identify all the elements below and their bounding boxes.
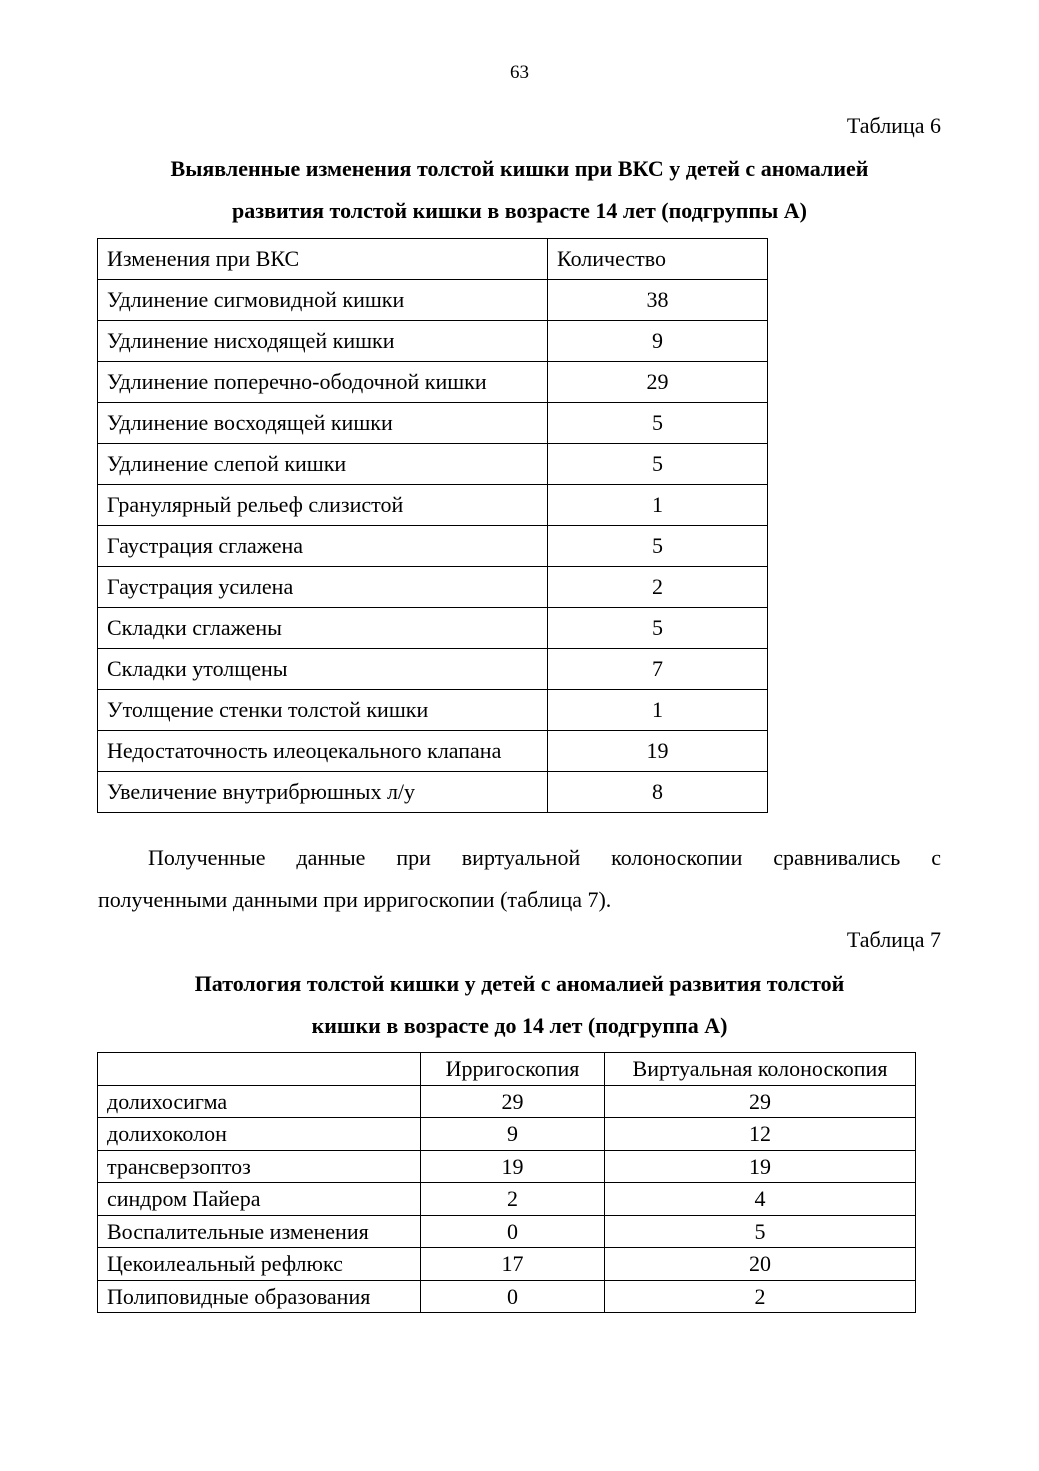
table-7-header-virtual-colonoscopy: Виртуальная колоноскопия [605, 1053, 916, 1086]
table-cell-value: 5 [548, 608, 768, 649]
table-cell-value: 8 [548, 772, 768, 813]
table-cell-value: 0 [421, 1215, 605, 1248]
table-cell-value: 1 [548, 485, 768, 526]
table-row [98, 1248, 916, 1281]
table-cell-value: 38 [548, 280, 768, 321]
table-row [98, 731, 768, 772]
table-cell-value: 20 [605, 1248, 916, 1281]
table-cell-label: Удлинение сигмовидной кишки [98, 280, 548, 321]
table-7-header-empty [98, 1053, 421, 1086]
table-row [98, 690, 768, 731]
table-cell-value: 0 [421, 1280, 605, 1313]
table-cell-label: Гаустрация сглажена [98, 526, 548, 567]
table-6-header-row [98, 239, 768, 280]
table-6-title-line-1: Выявленные изменения толстой кишки при ВКС у детей с аномалией [170, 156, 869, 181]
table-row [98, 1085, 916, 1118]
table-row [98, 321, 768, 362]
table-6-header-changes: Изменения при ВКС [98, 239, 548, 280]
table-cell-label: Удлинение восходящей кишки [98, 403, 548, 444]
table-7-caption: Таблица 7 [846, 927, 941, 952]
table-cell-label: долихоколон [98, 1118, 421, 1151]
table-row [98, 280, 768, 321]
table-cell-label: Цекоилеальный рефлюкс [98, 1248, 421, 1281]
table-cell-value: 19 [421, 1150, 605, 1183]
table-6-title-line-2: развития толстой кишки в возрасте 14 лет (подгруппы А) [232, 198, 807, 223]
table-cell-label: Полиповидные образования [98, 1280, 421, 1313]
table-7-title [98, 963, 941, 1047]
table-cell-label: трансверзоптоз [98, 1150, 421, 1183]
table-cell-label: Складки сглажены [98, 608, 548, 649]
table-6-header-count: Количество [548, 239, 768, 280]
table-cell-label: Удлинение поперечно-ободочной кишки [98, 362, 548, 403]
page-number: 63 [510, 62, 529, 83]
table-row [98, 608, 768, 649]
table-row [98, 1215, 916, 1248]
table-6 [97, 238, 768, 813]
table-row [98, 567, 768, 608]
table-cell-value: 1 [548, 690, 768, 731]
table-row [98, 1183, 916, 1216]
table-row [98, 1150, 916, 1183]
table-cell-label: долихосигма [98, 1085, 421, 1118]
table-cell-value: 9 [548, 321, 768, 362]
table-cell-value: 19 [548, 731, 768, 772]
table-cell-label: Удлинение нисходящей кишки [98, 321, 548, 362]
table-cell-value: 17 [421, 1248, 605, 1281]
table-cell-value: 5 [548, 444, 768, 485]
table-cell-value: 2 [421, 1183, 605, 1216]
table-row [98, 403, 768, 444]
table-cell-label: синдром Пайера [98, 1183, 421, 1216]
table-7-header-row [98, 1053, 916, 1086]
table-cell-value: 2 [605, 1280, 916, 1313]
body-paragraph [98, 837, 941, 921]
table-cell-label: Недостаточность илеоцекального клапана [98, 731, 548, 772]
paragraph-line-1: Полученные данные при виртуальной колоноскопии сравнивались с [148, 845, 941, 870]
table-cell-value: 4 [605, 1183, 916, 1216]
paragraph-line-2: полученными данными при ирригоскопии (таблица 7). [98, 887, 612, 912]
table-cell-label: Гранулярный рельеф слизистой [98, 485, 548, 526]
table-cell-value: 2 [548, 567, 768, 608]
table-cell-value: 5 [605, 1215, 916, 1248]
table-row [98, 649, 768, 690]
table-cell-label: Удлинение слепой кишки [98, 444, 548, 485]
table-cell-value: 19 [605, 1150, 916, 1183]
table-7-header-irrigoscopy: Ирригоскопия [421, 1053, 605, 1086]
table-cell-value: 5 [548, 403, 768, 444]
table-cell-value: 5 [548, 526, 768, 567]
table-cell-label: Складки утолщены [98, 649, 548, 690]
table-cell-value: 29 [548, 362, 768, 403]
table-7-title-line-1: Патология толстой кишки у детей с аномалией развития толстой [194, 971, 845, 996]
table-row [98, 1280, 916, 1313]
table-cell-label: Воспалительные изменения [98, 1215, 421, 1248]
table-cell-label: Гаустрация усилена [98, 567, 548, 608]
table-cell-value: 29 [605, 1085, 916, 1118]
table-cell-value: 7 [548, 649, 768, 690]
table-row [98, 526, 768, 567]
table-7-title-line-2: кишки в возрасте до 14 лет (подгруппа А) [311, 1013, 728, 1038]
table-cell-value: 9 [421, 1118, 605, 1151]
table-cell-value: 12 [605, 1118, 916, 1151]
table-cell-value: 29 [421, 1085, 605, 1118]
table-cell-label: Увеличение внутрибрюшных л/у [98, 772, 548, 813]
table-6-title [98, 148, 941, 232]
table-row [98, 772, 768, 813]
table-row [98, 362, 768, 403]
table-row [98, 444, 768, 485]
table-row [98, 1118, 916, 1151]
table-row [98, 485, 768, 526]
table-cell-label: Утолщение стенки толстой кишки [98, 690, 548, 731]
table-6-caption: Таблица 6 [846, 113, 941, 138]
table-7 [97, 1052, 916, 1313]
